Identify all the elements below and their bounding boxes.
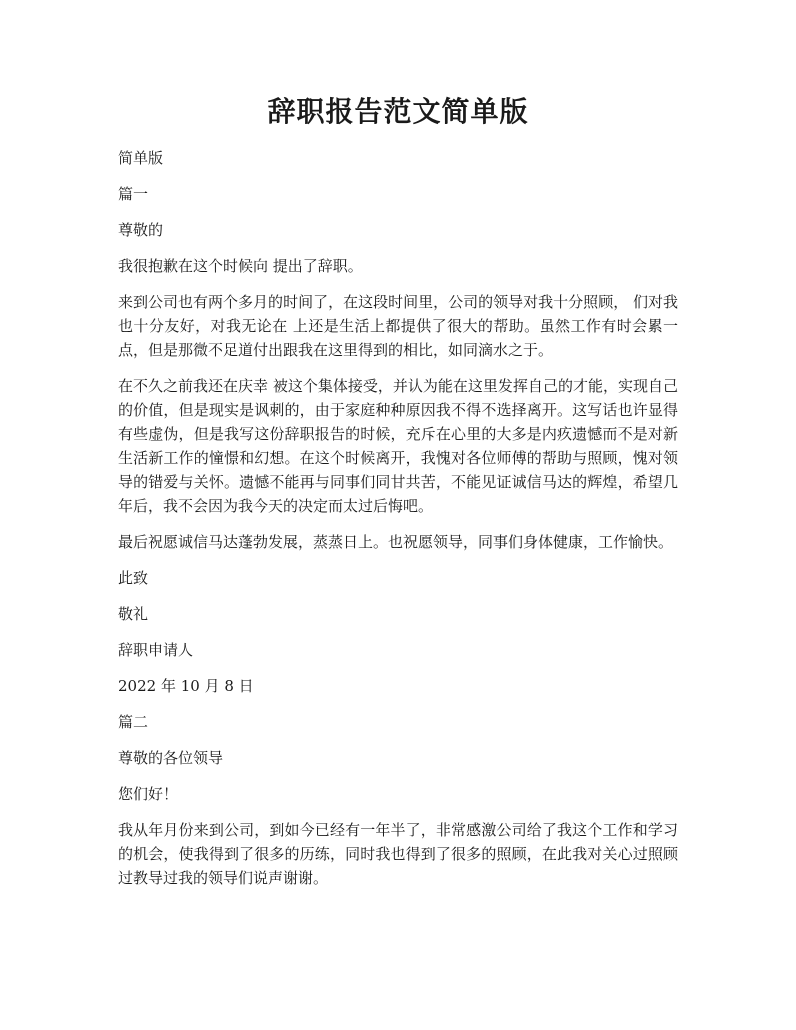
paragraph-body: 来到公司也有两个多月的时间了，在这段时间里，公司的领导对我十分照顾， 们对我也十分友好，对我无论在 上还是生活上都提供了很大的帮助。虽然工作有时会累一点，但是那微不足道付出跟我在这里得到的相比，如同滴水之于。 — [118, 293, 678, 359]
paragraph-regards: 敬礼 — [118, 605, 149, 623]
paragraph-signature: 辞职申请人 — [118, 641, 194, 659]
paragraph-subtitle: 简单版 — [118, 149, 164, 167]
document-body — [118, 146, 678, 902]
paragraph-closing: 此致 — [118, 569, 149, 587]
paragraph-wishes: 最后祝愿诚信马达蓬勃发展，蒸蒸日上。也祝愿领导，同事们身体健康，工作愉快。 — [118, 533, 674, 551]
paragraph-greeting: 您们好！ — [118, 785, 179, 803]
paragraph-apology: 我很抱歉在这个时候向 提出了辞职。 — [118, 257, 363, 275]
paragraph-salutation: 尊敬的 — [118, 221, 164, 239]
paragraph-date: 2022 年 10 月 8 日 — [118, 677, 254, 695]
paragraph-salutation: 尊敬的各位领导 — [118, 749, 224, 767]
paragraph-section-two: 篇二 — [118, 713, 149, 731]
paragraph-body: 我从年月份来到公司，到如今已经有一年半了，非常感激公司给了我这个工作和学习的机会，使我得到了很多的历练，同时我也得到了很多的照顾，在此我对关心过照顾过教导过我的领导们说声谢谢。 — [118, 821, 678, 887]
paragraph-body: 在不久之前我还在庆幸 被这个集体接受，并认为能在这里发挥自己的才能，实现自己的价值，但是现实是讽刺的，由于家庭种种原因我不得不选择离开。这写话也许显得有些虚伪，但是我写这份辞职报告的时候，充斥在心里的大多是内疚遗憾而不是对新生活新工作的憧憬和幻想。在这个时候离开，我愧对各位师傅的帮助与照顾，愧对领导的错爱与关怀。遗憾不能再与同事们同甘共苦，不能见证诚信马达的辉煌，希望几年后，我不会因为我今天的决定而太过后悔吧。 — [118, 377, 678, 515]
paragraph-section-one: 篇一 — [118, 185, 149, 203]
document-title: 辞职报告范文简单版 — [267, 95, 529, 128]
